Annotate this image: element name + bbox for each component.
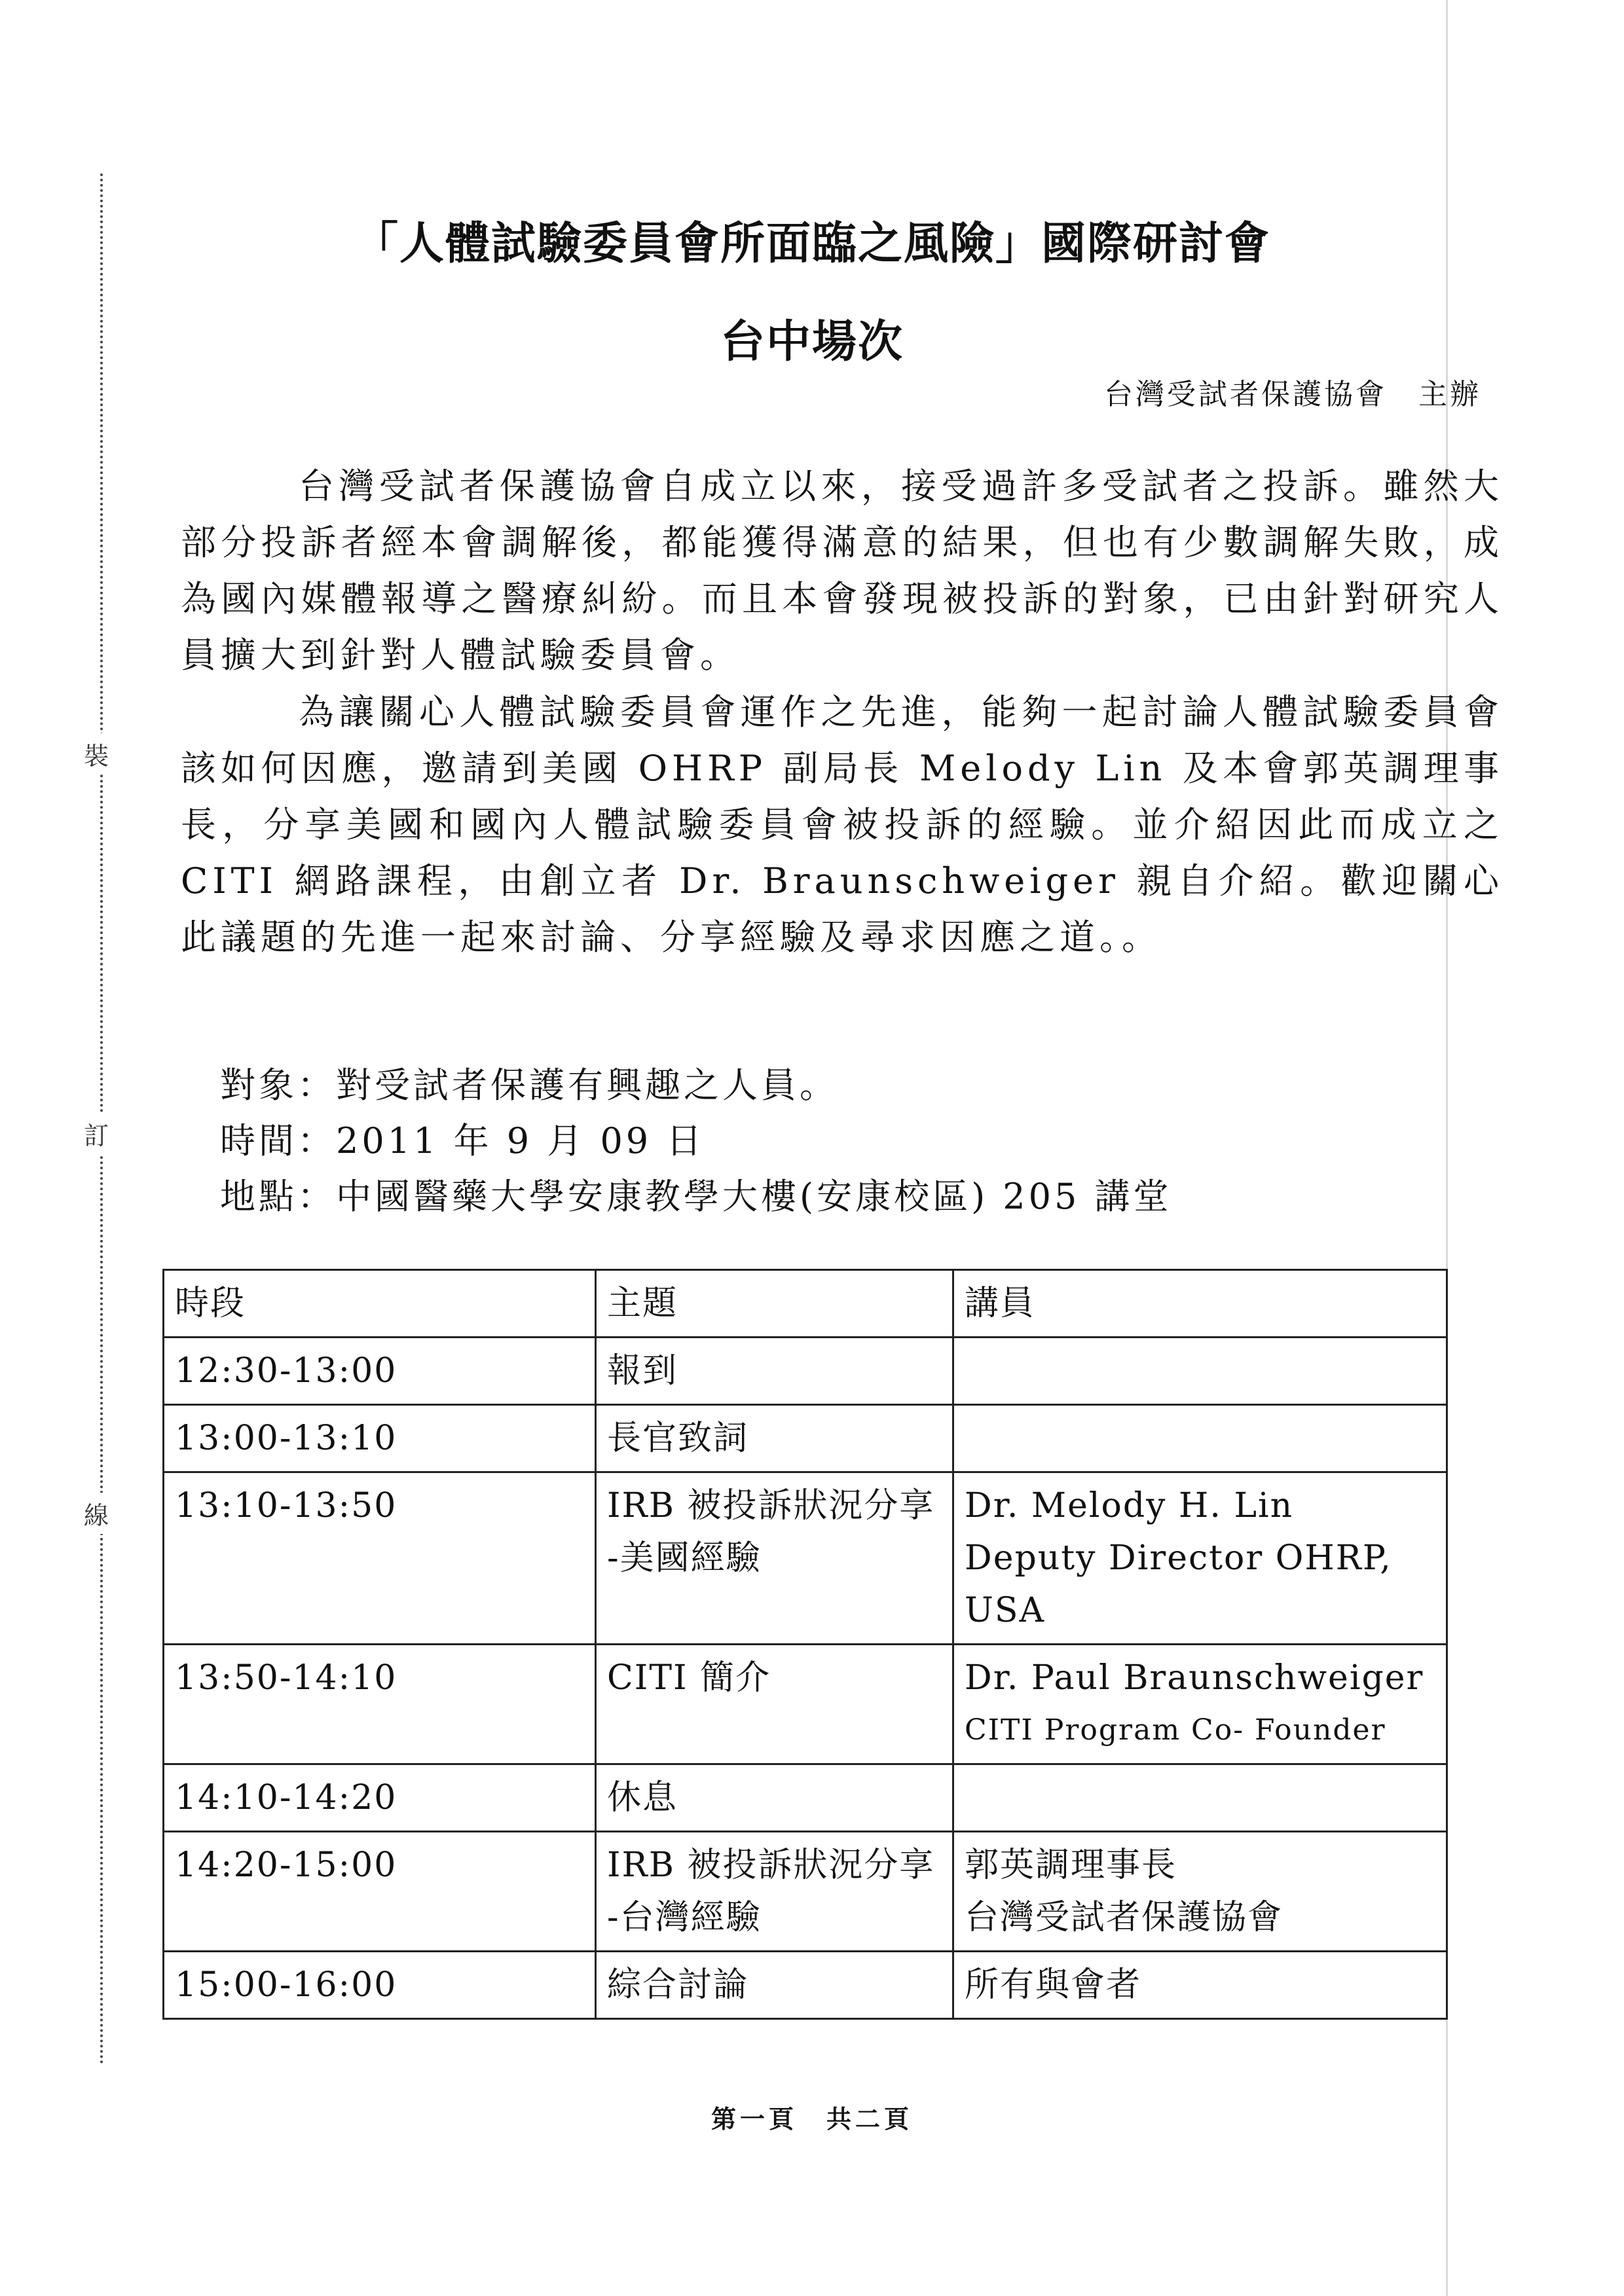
table-row <box>164 1338 1447 1405</box>
cell-speaker <box>953 1472 1447 1645</box>
cell-topic <box>596 1832 953 1952</box>
table-row <box>164 1405 1447 1472</box>
speaker-name: Dr. Paul Braunschweiger <box>965 1658 1424 1698</box>
cell-time: 15:00-16:00 <box>164 1952 596 2019</box>
cell-speaker <box>953 1832 1447 1952</box>
organizer-line: 台灣受試者保護協會 主辦 <box>1104 378 1481 411</box>
cell-time: 14:20-15:00 <box>164 1832 596 1952</box>
info-time: 時間：2011 年 9 月 09 日 <box>220 1120 705 1161</box>
speaker-name: 郭英調理事長 <box>965 1846 1177 1885</box>
binding-mark-zhuang: 裝 <box>84 733 109 774</box>
table-row <box>164 1764 1447 1832</box>
cell-speaker <box>953 1645 1447 1764</box>
header-topic: 主題 <box>596 1270 953 1338</box>
topic-line: -美國經驗 <box>607 1539 762 1578</box>
cell-time: 13:10-13:50 <box>164 1472 596 1645</box>
speaker-title: CITI Program Co- Founder <box>965 1713 1386 1747</box>
schedule-table <box>162 1269 1448 2020</box>
table-row <box>164 1472 1447 1645</box>
cell-speaker: 所有與會者 <box>953 1952 1447 2019</box>
cell-topic: 休息 <box>596 1764 953 1832</box>
speaker-title: Deputy Director OHRP, USA <box>965 1539 1392 1630</box>
invitation-paragraph: 為讓關心人體試驗委員會運作之先進，能夠一起討論人體試驗委員會該如何因應，邀請到美國 OHRP 副局長 Melody Lin 及本會郭英調理事長，分享美國和國內人體試驗委員會被投訴的經驗。並介紹因此而成立之 CITI 網路課程，由創立者 Dr. Braunschweiger 親自介紹。歡迎關心此議題的先進一起來討論、分享經驗及尋求因應之道。。 <box>181 691 1504 958</box>
binding-mark-ding: 訂 <box>84 1113 109 1154</box>
cell-topic <box>596 1472 953 1645</box>
cell-speaker <box>953 1405 1447 1472</box>
page-title: 「人體試驗委員會所面臨之風險」國際研討會 <box>353 217 1270 270</box>
intro-paragraph: 台灣受試者保護協會自成立以來，接受過許多受試者之投訴。雖然大部分投訴者經本會調解後，都能獲得滿意的結果，但也有少數調解失敗，成為國內媒體報導之醫療糾紛。而且本會發現被投訴的對象，已由針對研究人員擴大到針對人體試驗委員會。 <box>181 465 1504 676</box>
info-target: 對象：對受試者保護有興趣之人員。 <box>220 1065 838 1106</box>
cell-time: 12:30-13:00 <box>164 1338 596 1405</box>
header-speaker: 講員 <box>953 1270 1447 1338</box>
cell-speaker <box>953 1338 1447 1405</box>
cell-topic: CITI 簡介 <box>596 1645 953 1764</box>
page-subtitle: 台中場次 <box>720 316 904 368</box>
topic-line: -台灣經驗 <box>607 1898 762 1937</box>
table-row <box>164 1645 1447 1764</box>
cell-time: 14:10-14:20 <box>164 1764 596 1832</box>
header-time: 時段 <box>164 1270 596 1338</box>
cell-topic: 綜合討論 <box>596 1952 953 2019</box>
cell-time: 13:50-14:10 <box>164 1645 596 1764</box>
cell-topic: 報到 <box>596 1338 953 1405</box>
table-row <box>164 1832 1447 1952</box>
table-row <box>164 1952 1447 2019</box>
page-footer: 第一頁 共二頁 <box>710 2104 913 2134</box>
topic-line: IRB 被投訴狀況分享 <box>607 1486 935 1525</box>
speaker-name: Dr. Melody H. Lin <box>965 1486 1294 1525</box>
cell-time: 13:00-13:10 <box>164 1405 596 1472</box>
binding-mark-xian: 線 <box>84 1493 109 1534</box>
info-place: 地點：中國醫藥大學安康教學大樓(安康校區) 205 講堂 <box>220 1176 1172 1217</box>
topic-line: IRB 被投訴狀況分享 <box>607 1846 935 1885</box>
cell-speaker <box>953 1764 1447 1832</box>
cell-topic: 長官致詞 <box>596 1405 953 1472</box>
speaker-title: 台灣受試者保護協會 <box>965 1898 1283 1937</box>
table-header-row <box>164 1270 1447 1338</box>
